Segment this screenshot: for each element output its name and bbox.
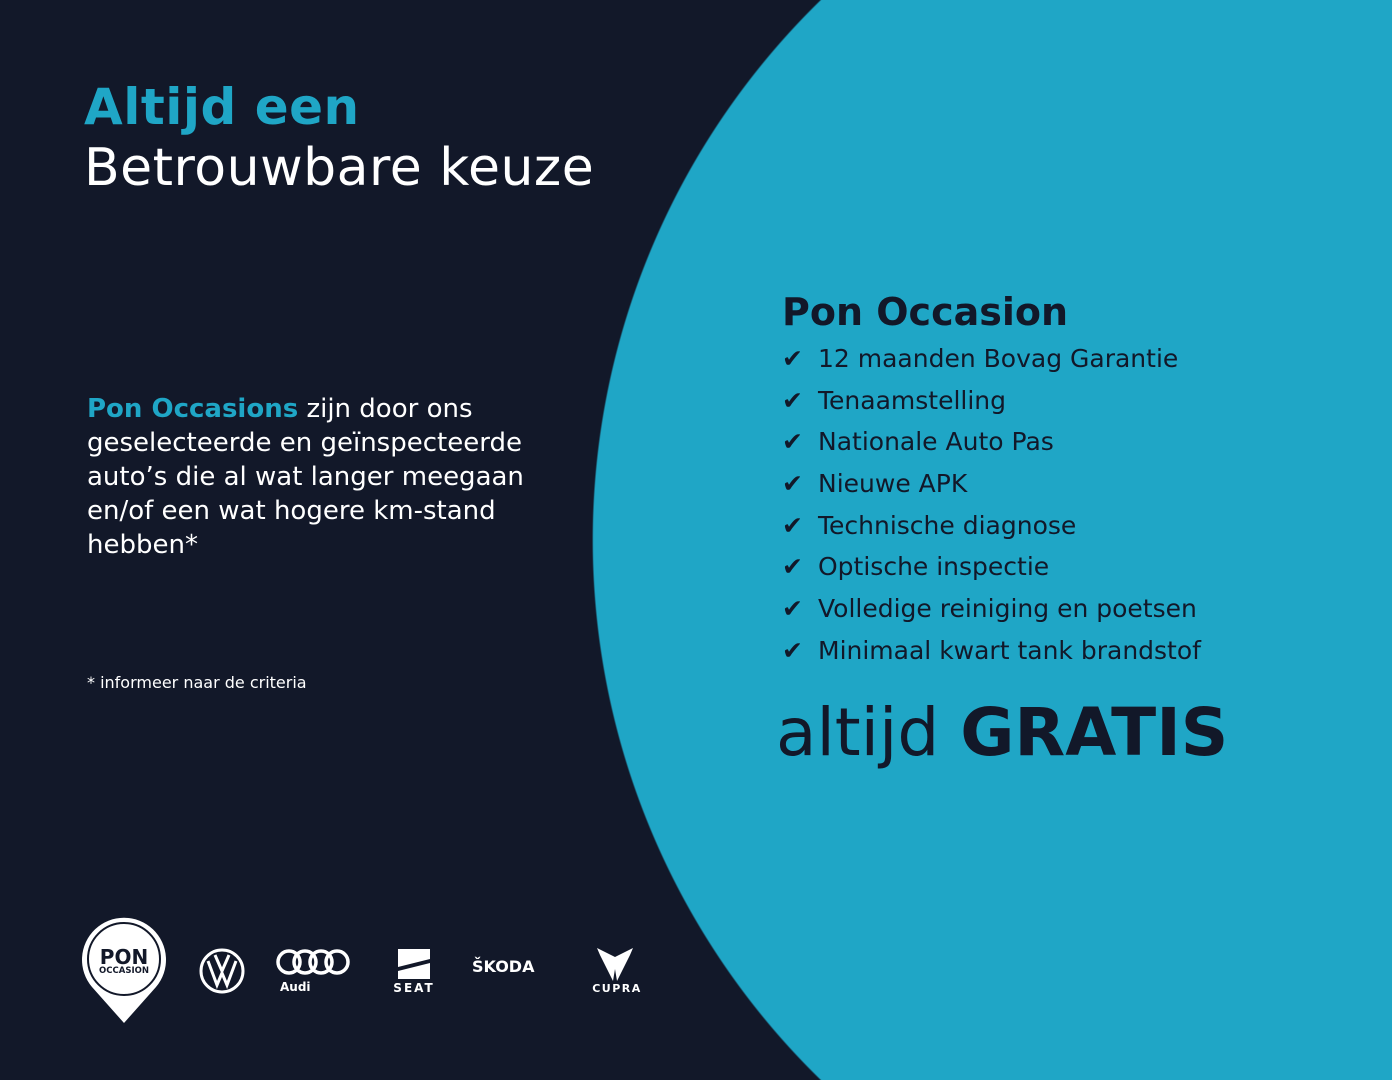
intro-body: zijn door ons geselecteerde en geïnspecteerde auto’s die al wat langer meegaan en/of een wat hogere km-stand hebben* [87,394,524,560]
benefit-item [782,630,1372,672]
tagline [776,694,1376,771]
intro-brand: Pon Occasions [87,394,299,424]
seat-logo-text: SEAT [393,981,435,995]
check-icon: ✔ [782,427,803,457]
seat-logo [382,945,446,997]
benefits-list [782,338,1372,672]
pon-occasion-logo [80,915,168,1025]
benefit-item [782,505,1372,547]
check-icon: ✔ [782,510,803,540]
benefit-label: Technische diagnose [818,510,1077,540]
check-icon: ✔ [782,344,803,373]
intro-text [87,392,577,562]
headline-main: Betrouwbare keuze [84,138,595,198]
cupra-logo-text: CUPRA [592,982,642,995]
audi-logo-text: Audi [280,980,311,994]
benefit-item [782,421,1372,463]
benefit-item [782,463,1372,505]
check-icon: ✔ [782,552,803,582]
benefit-item [782,588,1372,630]
headline-accent: Altijd een [84,78,360,136]
benefits-title: Pon Occasion [782,290,1069,334]
tagline-bold: GRATIS [960,694,1229,771]
benefit-label: Nieuwe APK [818,469,968,499]
benefit-label: Optische inspectie [818,552,1050,582]
check-icon: ✔ [782,469,803,499]
benefit-item [782,338,1372,380]
check-icon: ✔ [782,594,803,624]
occasion-logo-text: OCCASION [99,966,149,976]
benefits-panel [782,290,1372,672]
audi-logo [275,945,355,997]
check-icon: ✔ [782,385,803,415]
benefit-item [782,546,1372,588]
benefit-item [782,380,1372,422]
skoda-logo [470,953,554,979]
check-icon: ✔ [782,635,803,665]
benefit-label: Volledige reiniging en poetsen [818,594,1197,624]
cupra-logo [580,945,654,997]
pon-logo-text: PON [99,945,149,969]
volkswagen-logo [198,947,246,995]
benefit-label: Minimaal kwart tank brandstof [818,635,1201,665]
skoda-logo-text: ŠKODA [472,957,535,976]
benefit-label: Nationale Auto Pas [818,427,1054,457]
tagline-light: altijd [776,694,961,771]
benefit-label: Tenaamstelling [818,385,1007,415]
footnote: * informeer naar de criteria [87,673,307,692]
benefit-label: 12 maanden Bovag Garantie [818,344,1179,373]
brand-logos [80,915,660,1030]
